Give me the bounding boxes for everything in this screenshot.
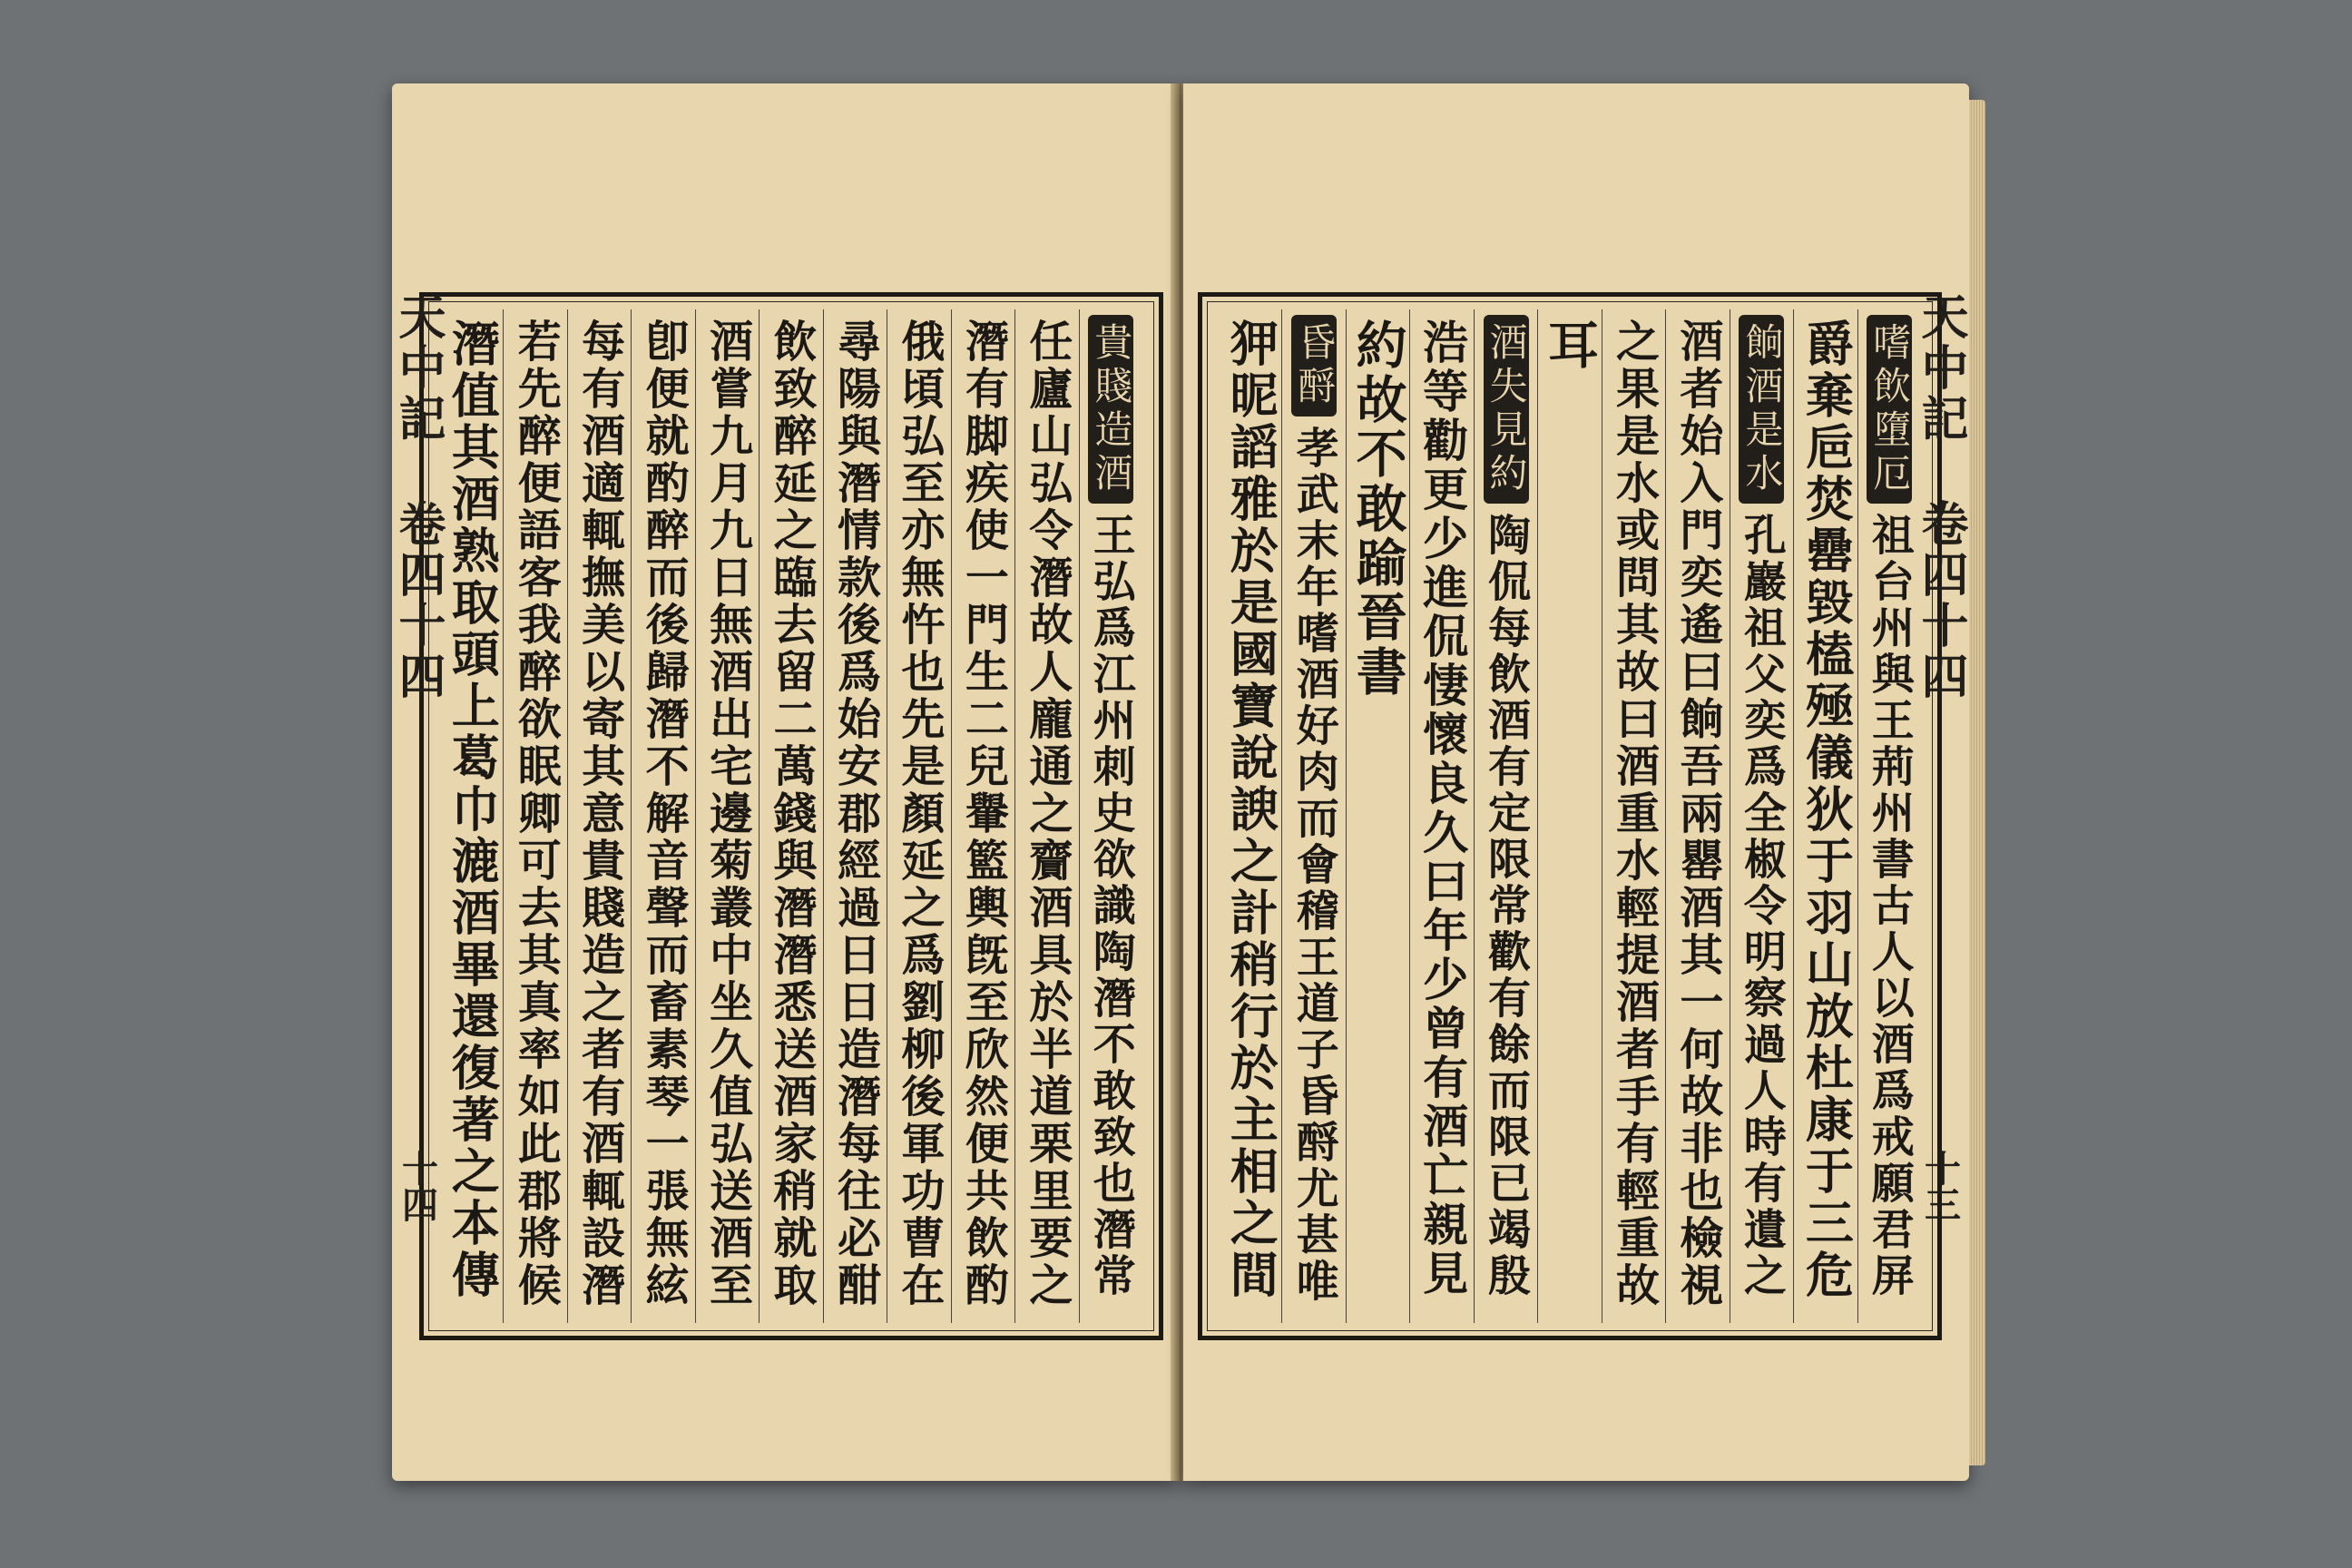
column-text: 酒嘗九月九日無酒出宅邊菊叢中坐久值弘送酒至 [701, 318, 753, 1309]
entry-heading: 貴賤造酒 [1088, 315, 1133, 504]
entry-heading: 嗜飲墮厄 [1867, 315, 1912, 504]
column-text: 爵棄巵焚罍毀榼殛儀狄于羽山放杜康于三危 [1798, 318, 1855, 1301]
text-column [695, 309, 759, 1323]
text-column [1409, 309, 1473, 1323]
text-column [1602, 309, 1665, 1323]
text-column [1665, 309, 1729, 1323]
entry-heading: 昏酹 [1291, 315, 1337, 416]
left-margin-folio: 十四 [396, 1150, 439, 1222]
right-margin-folio: 十三 [1918, 1150, 1962, 1222]
text-column [1219, 309, 1281, 1323]
open-book [392, 83, 1969, 1499]
column-text: 狎昵謟雅於是國寶說諛之計稍行於主相之間 [1222, 318, 1279, 1301]
column-text: 孔巖祖父奕爲全椒令明察過人時有遺之 [1736, 513, 1787, 1299]
column-text: 飲致醉延之臨去留二萬錢與潛潛悉送酒家稍就取 [766, 318, 817, 1309]
left-page [392, 83, 1178, 1481]
column-text: 耳 [1540, 318, 1600, 373]
left-fold-margin [385, 292, 450, 1340]
text-column [823, 309, 887, 1323]
text-column [631, 309, 694, 1323]
column-text: 酒者始入門奕遙曰餉吾兩罌酒其一何故非也檢視 [1671, 318, 1723, 1309]
column-text: 任廬山弘令潛故人龐通之齎酒具於半道栗里要之 [1021, 318, 1073, 1309]
left-margin-title: 天中記 [390, 292, 446, 445]
right-margin-title: 天中記 [1913, 292, 1968, 445]
column-text: 之果是水或問其故曰酒重水輕提酒者手有輕重故 [1608, 318, 1660, 1309]
text-column [1793, 309, 1857, 1323]
text-column [1474, 309, 1537, 1323]
column-text: 每有酒適輒撫美以寄其意貴賤造之者有酒輒設潛 [573, 318, 625, 1309]
entry-heading: 餉酒是水 [1739, 315, 1784, 504]
right-margin-volume: 卷四十四 [1913, 499, 1968, 702]
column-text: 潛值其酒熟取頭上葛巾漉酒畢還復著之本傳 [444, 318, 501, 1301]
right-columns [1219, 309, 1921, 1323]
column-text: 陶侃每飲酒有定限常歡有餘而限已竭殷 [1481, 513, 1532, 1299]
left-columns [440, 309, 1142, 1323]
right-text-frame [1198, 292, 1942, 1340]
column-text: 王弘爲江州刺史欲識陶潛不敢致也潛常 [1085, 513, 1136, 1299]
left-text-frame [419, 292, 1163, 1340]
text-column [1730, 309, 1793, 1323]
column-text: 浩等勸更少進侃悽懷良久曰年少曾有酒亡親見 [1416, 318, 1470, 1298]
column-text: 約故不敢踰晉書 [1348, 318, 1408, 700]
column-text: 尋陽與潛情款後爲始安郡經過日日造潛每往必酣 [829, 318, 881, 1309]
left-margin-volume: 卷四十四 [390, 499, 446, 702]
text-column [1014, 309, 1078, 1323]
text-column [887, 309, 950, 1323]
right-page [1183, 83, 1969, 1481]
text-column [503, 309, 566, 1323]
text-column [759, 309, 822, 1323]
text-column [1346, 309, 1409, 1323]
column-text: 若先醉便語客我醉欲眠卿可去其真率如此郡將候 [510, 318, 562, 1309]
text-column [1537, 309, 1601, 1323]
column-text: 潛有脚疾使一門生二兒轝籃輿旣至欣然便共飲酌 [957, 318, 1009, 1309]
entry-heading: 酒失見約 [1484, 315, 1529, 504]
column-text: 孝武末年嗜酒好肉而會稽王道子昏酹尤甚唯 [1289, 426, 1339, 1305]
text-column [567, 309, 631, 1323]
right-fold-margin [1907, 292, 1973, 1340]
text-column [1079, 309, 1142, 1323]
column-text: 俄頃弘至亦無忤也先是顏延之爲劉柳後軍功曹在 [893, 318, 945, 1309]
column-text: 祖台州與王荊州書古人以酒爲戒願君屏 [1864, 513, 1915, 1299]
text-column [1281, 309, 1345, 1323]
column-text: 卽便就酌醉而後歸潛不解音聲而畜素琴一張無絃 [638, 318, 690, 1309]
text-column [951, 309, 1014, 1323]
